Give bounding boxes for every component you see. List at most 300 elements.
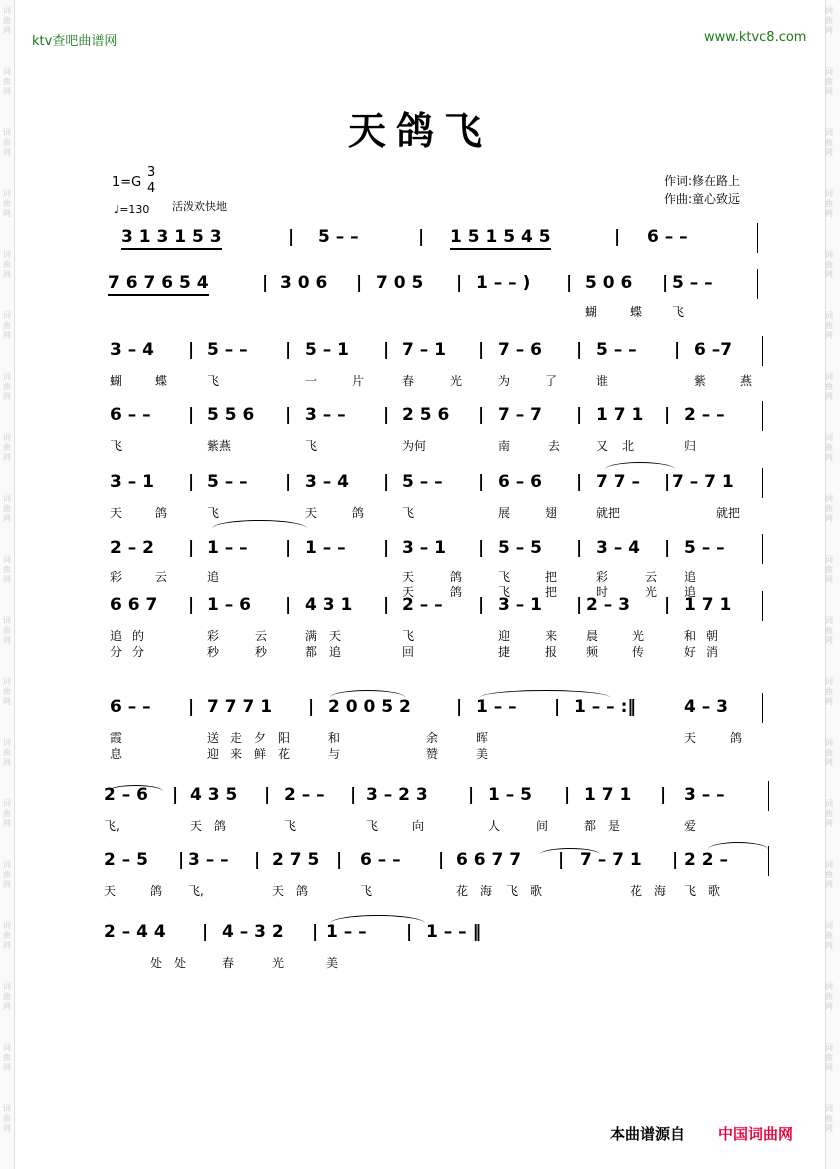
lyric: 光 — [632, 629, 645, 643]
lyric: 晨 — [586, 629, 599, 643]
note-group: 3 1 3 1 5 3 — [121, 227, 222, 250]
lyric: 蝶 — [630, 305, 643, 319]
lyric: 鸽 — [730, 731, 743, 745]
lyric: 是 — [608, 819, 621, 833]
note-group: 5 – – — [402, 472, 443, 492]
lyric: 海 — [654, 884, 667, 898]
bar-line: | — [188, 538, 195, 558]
footer-source-label: 本曲谱源自 — [610, 1125, 686, 1143]
lyric: 归 — [684, 439, 697, 453]
bar-line — [762, 693, 763, 723]
watermark-text: 词曲网 — [3, 921, 11, 950]
note-group: 5 – – — [207, 472, 248, 492]
lyric: 为 — [498, 374, 511, 388]
note-group: 7 – 1 — [402, 340, 446, 360]
watermark-text: 词曲网 — [825, 921, 833, 950]
lyric: 北 — [622, 439, 635, 453]
bar-line — [762, 534, 763, 564]
lyric: 展 — [498, 506, 511, 520]
lyric: 花 — [630, 884, 643, 898]
lyric: 余 — [426, 731, 439, 745]
lyric: 天 — [402, 570, 415, 584]
note-group: 2 – 2 — [110, 538, 154, 558]
bar-line: | — [336, 850, 343, 870]
note-group: 1 – – — [476, 697, 517, 717]
lyricist-credit: 作词:修在路上 — [664, 174, 741, 188]
slur — [480, 690, 610, 705]
lyric: 回 — [402, 645, 415, 659]
note-group: 7 7 – — [596, 472, 640, 492]
lyric: 报 — [545, 645, 558, 659]
bar-line: | — [478, 405, 485, 425]
watermark-text: 词曲网 — [825, 6, 833, 35]
bar-line: | — [664, 538, 671, 558]
lyric: 追 — [110, 629, 123, 643]
note-group: 2 0 0 5 2 — [328, 697, 411, 717]
lyric: 一 — [305, 374, 318, 388]
bar-line: | — [285, 538, 292, 558]
lyric: 彩 — [207, 629, 220, 643]
lyric: 蝶 — [155, 374, 168, 388]
lyric: 蝴 — [110, 374, 123, 388]
time-signature-top: 3 — [147, 165, 156, 180]
bar-line: | — [478, 472, 485, 492]
bar-line: | — [672, 850, 679, 870]
note-group: 1 5 1 5 4 5 — [450, 227, 551, 250]
watermark-text: 词曲网 — [3, 67, 11, 96]
lyric: 鸽 — [296, 884, 309, 898]
note-group: 7 – 7 — [498, 405, 542, 425]
bar-line: | — [478, 340, 485, 360]
bar-line — [757, 269, 758, 299]
lyric: 秒 — [255, 645, 268, 659]
lyric: 秒 — [207, 645, 220, 659]
lyric: 蝴 — [585, 305, 598, 319]
lyric: 都 — [305, 645, 318, 659]
lyric: 飞 — [498, 585, 511, 599]
bar-line: | — [308, 697, 315, 717]
note-group: 6 6 7 7 — [456, 850, 522, 870]
note-group: 3 – 4 — [596, 538, 640, 558]
note-group: 5 – – — [207, 340, 248, 360]
lyric: 朝 — [706, 629, 719, 643]
bar-line: | — [262, 273, 269, 293]
note-group: 3 0 6 — [280, 273, 328, 293]
lyric: 追 — [684, 585, 697, 599]
bar-line: | — [576, 340, 583, 360]
bar-line: | — [674, 340, 681, 360]
lyric: 追 — [684, 570, 697, 584]
note-group: 5 0 6 — [585, 273, 633, 293]
watermark-text: 词曲网 — [825, 67, 833, 96]
watermark-text: 词曲网 — [3, 189, 11, 218]
watermark-text: 词曲网 — [3, 1104, 11, 1133]
lyric: 飞 — [672, 305, 685, 319]
bar-line: | — [576, 405, 583, 425]
watermark-text: 词曲网 — [3, 372, 11, 401]
bar-line: | — [564, 785, 571, 805]
bar-line: | — [383, 595, 390, 615]
bar-line: | — [188, 340, 195, 360]
lyric: 云 — [155, 570, 168, 584]
lyric: 分 — [110, 645, 123, 659]
watermark-text: 词曲网 — [825, 616, 833, 645]
bar-line: | — [478, 538, 485, 558]
bar-line: | — [418, 227, 425, 247]
lyric: 天 — [190, 819, 203, 833]
lyric: 分 — [132, 645, 145, 659]
lyric: 飞 — [207, 506, 220, 520]
bar-line: | — [456, 273, 463, 293]
lyric: 翅 — [545, 506, 558, 520]
lyric: 云 — [255, 629, 268, 643]
lyric: 去 — [548, 439, 561, 453]
note-group: 7 – 7 1 — [672, 472, 734, 492]
lyric: 飞 — [498, 570, 511, 584]
lyric: 飞 — [207, 374, 220, 388]
bar-line: | — [202, 922, 209, 942]
lyric: 时 — [596, 585, 609, 599]
bar-line — [762, 336, 763, 366]
note-group: 5 – – — [596, 340, 637, 360]
tempo-value: =130 — [119, 203, 150, 216]
watermark-text: 词曲网 — [3, 128, 11, 157]
lyric: 云 — [645, 570, 658, 584]
bar-line: | — [438, 850, 445, 870]
watermark-text: 词曲网 — [3, 311, 11, 340]
bar-line: | — [254, 850, 261, 870]
note-group: 6 – – — [647, 227, 688, 247]
lyric: 天 — [402, 585, 415, 599]
lyric: 夕 — [254, 731, 267, 745]
watermark-text: 词曲网 — [825, 372, 833, 401]
note-group: 1 – – ) — [476, 273, 531, 293]
note-group: 7 0 5 — [376, 273, 424, 293]
watermark-text: 词曲网 — [825, 677, 833, 706]
watermark-text: 词曲网 — [3, 1043, 11, 1072]
lyric: 好 — [684, 645, 697, 659]
bar-line: | — [188, 595, 195, 615]
watermark-text: 词曲网 — [825, 860, 833, 889]
lyric: 阳 — [278, 731, 291, 745]
lyric: 光 — [645, 585, 658, 599]
watermark-text: 词曲网 — [3, 799, 11, 828]
song-title: 天鸽飞 — [347, 108, 492, 153]
lyric: 迎 — [498, 629, 511, 643]
bar-line: | — [350, 785, 357, 805]
lyric: 追 — [329, 645, 342, 659]
lyric: 追 — [207, 570, 220, 584]
lyric: 南 — [498, 439, 511, 453]
bar-line: | — [288, 227, 295, 247]
note-group: 2 2 – — [684, 850, 728, 870]
watermark-text: 词曲网 — [3, 6, 11, 35]
note-group: 6 – – — [110, 697, 151, 717]
slur — [108, 785, 163, 798]
watermark-text: 词曲网 — [825, 250, 833, 279]
note-group: 1 7 1 — [684, 595, 732, 615]
lyric: 息 — [110, 747, 123, 761]
lyric: 来 — [230, 747, 243, 761]
bar-line: | — [264, 785, 271, 805]
bar-line — [757, 223, 758, 253]
bar-line — [768, 846, 769, 876]
bar-line: | — [664, 405, 671, 425]
bar-line: | — [312, 922, 319, 942]
lyric: 迎 — [207, 747, 220, 761]
bar-line: | — [558, 850, 565, 870]
bar-line: | — [188, 405, 195, 425]
note-group: 4 – 3 — [684, 697, 728, 717]
lyric: 满 — [305, 629, 318, 643]
lyric: 光 — [450, 374, 463, 388]
bar-line: | — [576, 595, 583, 615]
slur — [708, 842, 768, 857]
slur — [540, 848, 600, 861]
note-group: 4 – 3 2 — [222, 922, 284, 942]
bar-line: | — [383, 405, 390, 425]
lyric: 鸽 — [214, 819, 227, 833]
watermark-text: 词曲网 — [3, 860, 11, 889]
bar-line: | — [356, 273, 363, 293]
bar-line: | — [576, 538, 583, 558]
watermark-text: 词曲网 — [825, 799, 833, 828]
bar-line: | — [456, 697, 463, 717]
watermark-text: 词曲网 — [3, 677, 11, 706]
lyric: 人 — [488, 819, 501, 833]
watermark-text: 词曲网 — [3, 738, 11, 767]
note-group: 7 6 7 6 5 4 — [108, 273, 209, 296]
lyric: 把 — [545, 585, 558, 599]
lyric: 鲜 — [254, 747, 267, 761]
lyric: 海 — [480, 884, 493, 898]
lyric: 飞 — [360, 884, 373, 898]
lyric: 彩 — [596, 570, 609, 584]
lyric: 飞 — [402, 629, 415, 643]
lyric: 的 — [132, 629, 145, 643]
watermark-text: 词曲网 — [825, 311, 833, 340]
bar-line: | — [383, 340, 390, 360]
key-signature: 1=G — [112, 175, 142, 190]
lyric: 飞, — [188, 884, 204, 898]
note-group: 6 – – — [360, 850, 401, 870]
lyric: 光 — [272, 956, 285, 970]
lyric: 天 — [684, 731, 697, 745]
note-group: 2 – – — [284, 785, 325, 805]
note-group: 5 – – — [318, 227, 359, 247]
bar-line: | — [285, 472, 292, 492]
note-group: 1 – – — [207, 538, 248, 558]
lyric: 飞 — [110, 439, 123, 453]
lyric: 燕 — [740, 374, 753, 388]
note-group: 1 – 5 — [488, 785, 532, 805]
note-group: 3 – 1 — [498, 595, 542, 615]
note-group: 6 – – — [110, 405, 151, 425]
bar-line: | — [566, 273, 573, 293]
lyric: 都 — [584, 819, 597, 833]
lyric: 爱 — [684, 819, 697, 833]
lyric: 传 — [632, 645, 645, 659]
watermark-text: 词曲网 — [825, 1043, 833, 1072]
lyric: 与 — [328, 747, 341, 761]
lyric: 赞 — [426, 747, 439, 761]
lyric: 花 — [456, 884, 469, 898]
note-group: 1 – – — [305, 538, 346, 558]
lyric: 处 — [174, 956, 187, 970]
bar-line: | — [662, 273, 669, 293]
lyric: 飞 — [402, 506, 415, 520]
note-group: 1 – 6 — [207, 595, 251, 615]
watermark-text: 词曲网 — [3, 616, 11, 645]
watermark-text: 词曲网 — [825, 433, 833, 462]
tempo-marking: ♩=130 — [114, 203, 150, 216]
note-group: 3 – – — [684, 785, 725, 805]
lyric: 频 — [586, 645, 599, 659]
note-group: 3 – 1 — [402, 538, 446, 558]
lyric: 向 — [412, 819, 425, 833]
note-group: 2 – 3 — [586, 595, 630, 615]
lyric: 天 — [305, 506, 318, 520]
lyric: 把 — [545, 570, 558, 584]
note-group: 7 – 7 1 — [580, 850, 642, 870]
bar-line: | — [660, 785, 667, 805]
bar-line: | — [285, 405, 292, 425]
watermark-text: 词曲网 — [825, 1104, 833, 1133]
watermark-text: 词曲网 — [3, 982, 11, 1011]
bar-line: | — [188, 472, 195, 492]
lyric: 就把 — [596, 506, 621, 520]
lyric: 处 — [150, 956, 163, 970]
lyric: 鸽 — [150, 884, 163, 898]
note-group: 5 – – — [684, 538, 725, 558]
watermark-text: 词曲网 — [3, 433, 11, 462]
lyric: 天 — [272, 884, 285, 898]
bar-line: | — [664, 472, 671, 492]
note-group: 4 3 1 — [305, 595, 353, 615]
note-group: 2 5 6 — [402, 405, 450, 425]
note-group: 3 – 4 — [305, 472, 349, 492]
note-group: 5 – 5 — [498, 538, 542, 558]
lyric: 鸽 — [155, 506, 168, 520]
bar-line: | — [614, 227, 621, 247]
lyric: 天 — [110, 506, 123, 520]
time-signature-bottom: 4 — [147, 181, 156, 196]
lyric: 紫燕 — [207, 439, 232, 453]
note-group: 2 – 4 4 — [104, 922, 166, 942]
bar-line: | — [478, 595, 485, 615]
lyric: 霞 — [110, 731, 123, 745]
lyric: 春 — [222, 956, 235, 970]
note-group: 1 7 1 — [596, 405, 644, 425]
watermark-text: 词曲网 — [825, 738, 833, 767]
lyric: 就把 — [716, 506, 741, 520]
watermark-text: 词曲网 — [825, 982, 833, 1011]
lyric: 彩 — [110, 570, 123, 584]
lyric: 美 — [476, 747, 489, 761]
note-group: 2 7 5 — [272, 850, 320, 870]
composer-credit: 作曲:童心致远 — [664, 192, 741, 206]
watermark-text: 词曲网 — [825, 494, 833, 523]
note-group: 2 – – — [684, 405, 725, 425]
note-group: 7 – 6 — [498, 340, 542, 360]
lyric: 天 — [104, 884, 117, 898]
note-group: 4 3 5 — [190, 785, 238, 805]
note-group: 7 7 7 1 — [207, 697, 273, 717]
bar-line: | — [576, 472, 583, 492]
lyric: 晖 — [476, 731, 489, 745]
note-group: 5 – – — [672, 273, 713, 293]
bar-line — [762, 401, 763, 431]
footer-source-site[interactable]: 中国词曲网 — [718, 1125, 794, 1143]
lyric: 飞 — [684, 884, 697, 898]
bar-line: | — [664, 595, 671, 615]
lyric: 天 — [329, 629, 342, 643]
note-group: 3 – 1 — [110, 472, 154, 492]
note-group: 3 – – — [188, 850, 229, 870]
lyric: 走 — [230, 731, 243, 745]
bar-line: | — [285, 340, 292, 360]
bar-line: | — [406, 922, 413, 942]
lyric: 消 — [706, 645, 719, 659]
note-group: 6 –7 — [694, 340, 733, 360]
lyric: 又 — [596, 439, 609, 453]
lyric: 歌 — [708, 884, 721, 898]
lyric: 飞 — [366, 819, 379, 833]
note-group: 5 5 6 — [207, 405, 255, 425]
watermark-text: 词曲网 — [825, 128, 833, 157]
bar-line: | — [188, 697, 195, 717]
note-group: 5 – 1 — [305, 340, 349, 360]
lyric: 和 — [328, 731, 341, 745]
lyric: 美 — [326, 956, 339, 970]
time-signature — [147, 165, 155, 197]
lyric: 谁 — [596, 374, 609, 388]
note-group: 1 – – :‖ — [574, 697, 636, 717]
bar-line: | — [178, 850, 185, 870]
lyric: 片 — [352, 374, 365, 388]
expression-marking: 活泼欢快地 — [172, 200, 227, 213]
note-group: 2 – 5 — [104, 850, 148, 870]
bar-line: | — [285, 595, 292, 615]
lyric: 鸽 — [352, 506, 365, 520]
bar-line: | — [383, 538, 390, 558]
note-group: 3 – 2 3 — [366, 785, 428, 805]
lyric: 捷 — [498, 645, 511, 659]
lyric: 飞 — [305, 439, 318, 453]
lyric: 来 — [545, 629, 558, 643]
bar-line: | — [383, 472, 390, 492]
bar-line — [762, 591, 763, 621]
bar-line: | — [172, 785, 179, 805]
lyric: 鸽 — [450, 570, 463, 584]
watermark-text: 词曲网 — [3, 555, 11, 584]
lyric: 为何 — [402, 439, 427, 453]
note-group: 6 6 7 — [110, 595, 158, 615]
lyric: 和 — [684, 629, 697, 643]
lyric: 送 — [207, 731, 220, 745]
watermark-text: 词曲网 — [3, 250, 11, 279]
bar-line: | — [468, 785, 475, 805]
lyric: 飞 — [284, 819, 297, 833]
note-group: 1 – – ‖ — [426, 922, 482, 942]
note-group: 6 – 6 — [498, 472, 542, 492]
lyric: 春 — [402, 374, 415, 388]
bar-line: | — [554, 697, 561, 717]
note-group: 3 – 4 — [110, 340, 154, 360]
header-site-url[interactable]: www.ktvc8.com — [704, 30, 807, 45]
lyric: 飞, — [104, 819, 120, 833]
note-group: 3 – – — [305, 405, 346, 425]
